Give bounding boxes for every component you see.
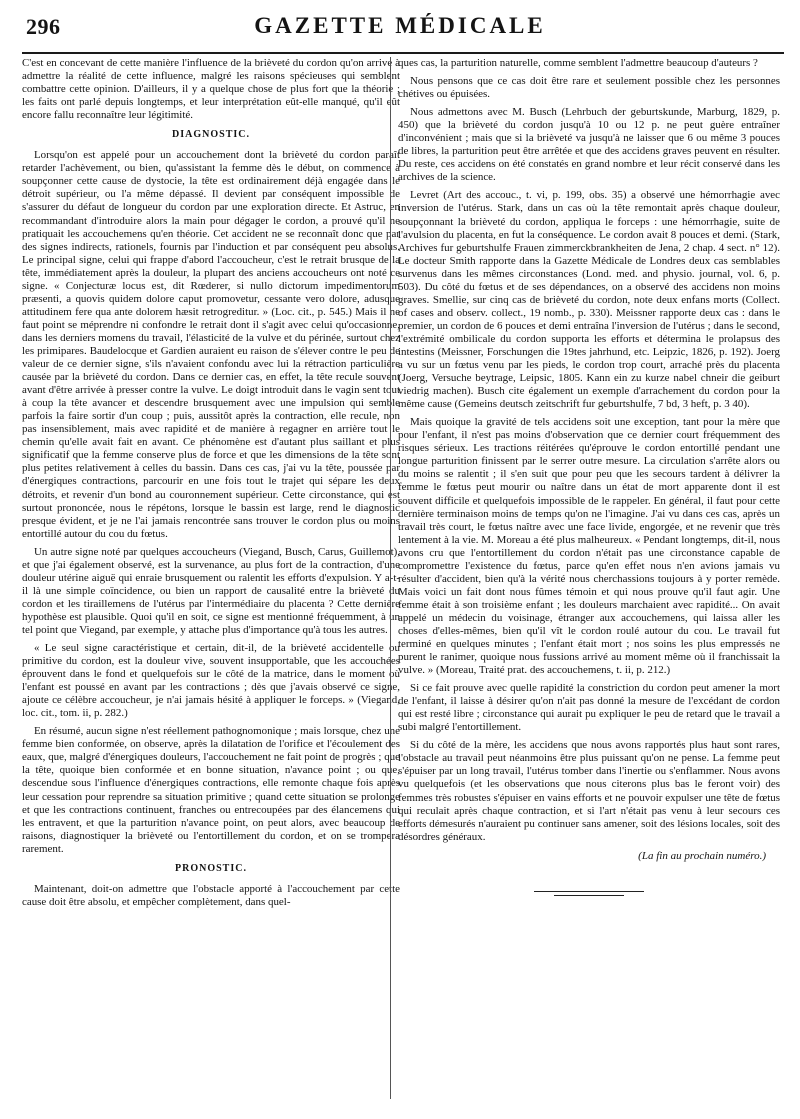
paragraph: Levret (Art des accouc., t. vi, p. 199, obs. 35) a observé une hémorrhagie avec inversion de l'utérus. Stark, dans un cas où la tête remontait après chaque douleur, soupçonnant la brièveté du cordon, appliqua le forceps : une hémorrhagie, suite de l'avulsion du placenta, en fut la conséquence. Le cordon avait 8 pouces et demi. (Stark, Archives fur geburtshulfe Frauen zimmerckbrankheiten de Jena, 2 chap. 4 sect. n° 12). Le docteur Smith rapporte dans la Gazette Médicale de Londres deux cas semblables survenus dans les mêmes circonstances (Lond. med. and physio. journal, vol. 6, p. 503). Du côté du fœtus et de ses dépendances, on a observé des accidens non moins graves. Smellie, sur cinq cas de brièveté du cordon, note deux enfans morts (Collect. of cases and observ. collect., 19 nomb., p. 330). Meissner rapporte deux cas : dans le premier, un cordon de 6 pouces et demi entraîna l'inversion de l'utérus ; dans le second, l'extrémité ombilicale du cordon supporta les efforts et détermina le prolapsus des intestins (Meissner, Forschungen die 19tes jahrhund, etc. Leipzic, 1826, p. 192). Joerg a vu sur un fœtus venu par les pieds, le cordon trop court, arraché près du placenta (Joerg, Versuche beytrage, Leipsic, 1805. Kann ein zu kurze nabel chneir die geiburt viedrig machen). Busch cite également un exemple d'arrachement du cordon pour la même cause (Gemeins deutsch zeitschrift fur geburtshulfe, 7 bd, 3 heft, p. 3 40). xyxy=(398,189,780,411)
left-column xyxy=(22,57,400,914)
paragraph: Nous pensons que ce cas doit être rare et seulement possible chez les personnes chétives ou épuisées. xyxy=(398,75,780,101)
paragraph: Mais quoique la gravité de tels accidens soit une exception, tant pour la mère que pour l'enfant, il n'est pas moins d'observation que ce dernier court fréquemment des risques sérieux. Les tractions réitérées qu'éprouve le cordon entortillé pendant une longue parturition finissent par le serrer outre mesure. La circulation s'arrête alors ou du moins se ralentit ; il s'en suit que pour peu que les secours tardent à délivrer la femme le fœtus peut mourir ou naître dans un état de mort apparente dont il est souvent difficile et quelquefois impossible de le rappeler. En général, il faut pour cette dernière terminaison moins de temps qu'on ne l'imagine. J'ai vu dans ces cas, après un travail très court, le fœtus naître avec une face livide, engorgée, et ne revenir que très lentement à la vie. M. Moreau a été plus malheureux. « Pendant longtemps, dit-il, nous avons cru que l'entortillement du cordon n'était pas une circonstance capable de compromettre l'existence du fœtus, parce qu'en effet nous n'en avions jamais vu résulter d'accident, bien qu'à la vérité nous cherchassions toujours à y porter remède. Mais voici un fait dont nous fûmes témoin et qui nous prouve qu'il faut agir. Une femme était à son troisième enfant ; les douleurs marchaient avec rapidité... On avait appelé un médecin du voisinage, étranger aux accouchemens, qui laissa aller les choses d'elles-mêmes, bien qu'il vît le cordon roulé autour du cou. Le travail fut terminé en quelques minutes ; l'enfant était mort ; nos soins les plus empressés ne purent le ranimer, quoique nous fussions arrivé au moment même où il franchissait la vulve. » (Moreau, Traité prat. des accouchemens, t. ii, p. 212.) xyxy=(398,416,780,677)
end-rule xyxy=(534,891,644,892)
paragraph: C'est en concevant de cette manière l'influence de la brièveté du cordon qu'on arrive à admettre la réalité de cette influence, malgré les raisons spécieuses qui semblent combattre cette opinion. D'ailleurs, il y a quelque chose de plus fort que la théorie ; les faits ont parlé depuis longtemps, et leur interprétation eût-elle manqué, qu'il eût encore fallu reconnaître leur légitimité. xyxy=(22,57,400,122)
section-heading-diagnostic: DIAGNOSTIC. xyxy=(172,129,250,141)
end-rule xyxy=(554,895,624,896)
paragraph: Si ce fait prouve avec quelle rapidité la constriction du cordon peut amener la mort de l'enfant, il laisse à désirer qu'on n'ait pas donné la mesure de l'excédant de cordon qui est resté libre ; circonstance qui aurait pu expliquer le peu de retard que le travail a subi malgré l'entortillement. xyxy=(398,682,780,734)
right-column xyxy=(398,57,780,896)
section-heading-pronostic: PRONOSTIC. xyxy=(175,862,247,874)
paragraph: Nous admettons avec M. Busch (Lehrbuch der geburtskunde, Marburg, 1829, p. 450) que la brièveté du cordon jusqu'à 10 ou 12 p. ne peut guère entraîner d'inconvénient ; mais que si la brièveté va jusqu'à ne laisser que 6 ou même 3 pouces de libres, la parturition peut être arrêtée et que des accidens graves peuvent en résulter. Du reste, ces accidens on été constatés en grand nombre et leur récit conservé dans les archives de la science. xyxy=(398,106,780,184)
paragraph: « Le seul signe caractéristique et certain, dit-il, de la brièveté accidentelle ou primitive du cordon, est la douleur vive, souvent insupportable, que les accouchées éprouvent dans le fond et quelquefois sur le côté de la matrice, dans le moment où l'enfant est poussé en avant par les contractions ; dès que j'avais observé ce signe, ajoute ce célèbre accoucheur, je n'ai jamais hésité à appliquer le forceps. » (Viegand, loc. cit., tom. ii, p. 282.) xyxy=(22,642,400,720)
paragraph: Maintenant, doit-on admettre que l'obstacle apporté à l'accouchement par cette cause doit être absolu, et empêcher complètement, dans quel- xyxy=(22,882,400,908)
paragraph: Un autre signe noté par quelques accoucheurs (Viegand, Busch, Carus, Guillemot), et que j'ai également observé, est la survenance, au plus fort de la contraction, d'une douleur utérine aiguë qui enraie brusquement ou ralentit les efforts d'expulsion. Y a-t-il là une simple coïncidence, ou bien un rapport de causalité entre la brièveté du cordon et les tiraillemens de l'utérus par l'intermédiaire du placenta ? Cette dernière hypothèse est plausible. Quoi qu'il en soit, ce signe est mentionné fréquemment, à un tel point que Viegand, par exemple, y attache plus d'importance qu'à tous les autres. xyxy=(22,545,400,636)
header-rule xyxy=(22,52,784,54)
column-divider xyxy=(390,57,391,1099)
paragraph: Lorsqu'on est appelé pour un accouchement dont la brièveté du cordon paraît retarder l'achèvement, ou bien, qu'assistant la femme dès le début, on commence à soupçonner cette cause de dystocie, la tête est ordinairement déjà engagée dans le détroit supérieur, ou l'a même dépassé. Il devient par conséquent impossible de s'assurer du défaut de longueur du cordon par une exploration directe. Et Astruc, en recommandant d'introduire alors la main pour dégager le cordon, a prouvé qu'il ne pratiquait les accouchemens qu'en théorie. Cet accident ne se reconnaît donc que par des signes indirects, rationels, fournis par l'induction et par conséquent peu absolus. Le principal signe, celui qui frappe d'abord l'accoucheur, c'est le retrait brusque de la tête, immédiatement après la douleur, la plupart des anciens accoucheurs ont noté ce signe. « Conjecturæ locus est, dit Rœderer, si nullo dictorum impedimentorum præsenti, a quovis quidem dolore caput promovetur, cessante vero dolore, adusque attitudinem fere qua ante dolorem hæsit retrogreditur. » (Loc. cit., p. 545.) Mais il ne faut point se méprendre ni confondre le retrait dont il s'agit avec celui qu'occasionne, dans les derniers momens du travail, l'élasticité de la vulve et du périnée, surtout chez les primipares. Baudelocque et Gardien auraient eu raison de s'élever contre le peu de valeur de ce dernier signe, s'ils n'avaient confondu avec lui la rétraction particulière causée par la brièveté du cordon. Dans ce dernier cas, en effet, la tête recule souvent avant d'être arrivée à presser contre la vulve. Le doigt introduit dans le vagin sent tout à coup la tête avancer et descendre brusquement avec une impulsion qui semble parfois la faire sortir d'un coup ; puis, aussitôt après la contraction, elle recule, non pas insensiblement, mais avec rapidité et de manière à regagner en arrière tout le chemin qu'elle avait fait en avant. Ce phénomène est d'autant plus saillant et plus significatif que la femme conserve plus de force et que les dimensions de la tête sont plus petites relativement à celles du bassin. Dans ces cas, j'ai vu la tête, poussée par d'énergiques contractions, parcourir en une fois tout le trajet qui sépare les deux détroits, et revenir d'un bond au couronnement supérieur. Cette circonstance, qui est surtout prononcée, nous le répétons, lorsque le bassin est large, rend le diagnostic presque évident, et je ne l'ai jamais rencontrée sans trouver le cordon plus ou moins entortillé autour du cou du fœtus. xyxy=(22,149,400,540)
paragraph: Si du côté de la mère, les accidens que nous avons rapportés plus haut sont rares, l'obstacle au travail peut néanmoins être plus puissant qu'on ne pense. La femme peut s'épuiser par un long travail, l'utérus tomber dans l'inertie ou s'enflammer. Nous avons vu quelquefois (et les observations que nous citerons plus bas le feront voir) des femmes très robustes s'épuiser en vains efforts et ne pouvoir expulser une tête de fœtus qui reculait après chaque contraction, et si l'art n'était pas venu à leur secours ces efforts démesurés n'auraient pu continuer sans amener, soit des lésions locales, soit des désordres généraux. xyxy=(398,739,780,843)
paragraph: En résumé, aucun signe n'est réellement pathognomonique ; mais lorsque, chez une femme bien conformée, on observe, après la dilatation de l'orifice et l'écoulement des eaux, que, malgré d'énergiques douleurs, l'accouchement ne fait point de progrès ; que la tête, quoique bien conformée et en bonne situation, n'avance point ; ou que, descendue sous l'influence d'énergiques contractions, elle remonte chaque fois après leur cessation pour reprendre sa situation primitive ; quand cette situation se prolonge et que les contractions continuent, franches ou entrecoupées par des élancemens qui les entravent, et que la parturition n'avance point, on peut alors, avec beaucoup de raisons, diagnostiquer la brièveté ou l'entortillement du cordon, et on se trompera rarement. xyxy=(22,725,400,855)
paragraph: ques cas, la parturition naturelle, comme semblent l'admettre beaucoup d'auteurs ? xyxy=(398,57,758,69)
continuation-note: (La fin au prochain numéro.) xyxy=(638,849,766,862)
page-header xyxy=(14,8,786,48)
page-number: 296 xyxy=(26,14,61,39)
journal-title: GAZETTE MÉDICALE xyxy=(254,13,546,38)
